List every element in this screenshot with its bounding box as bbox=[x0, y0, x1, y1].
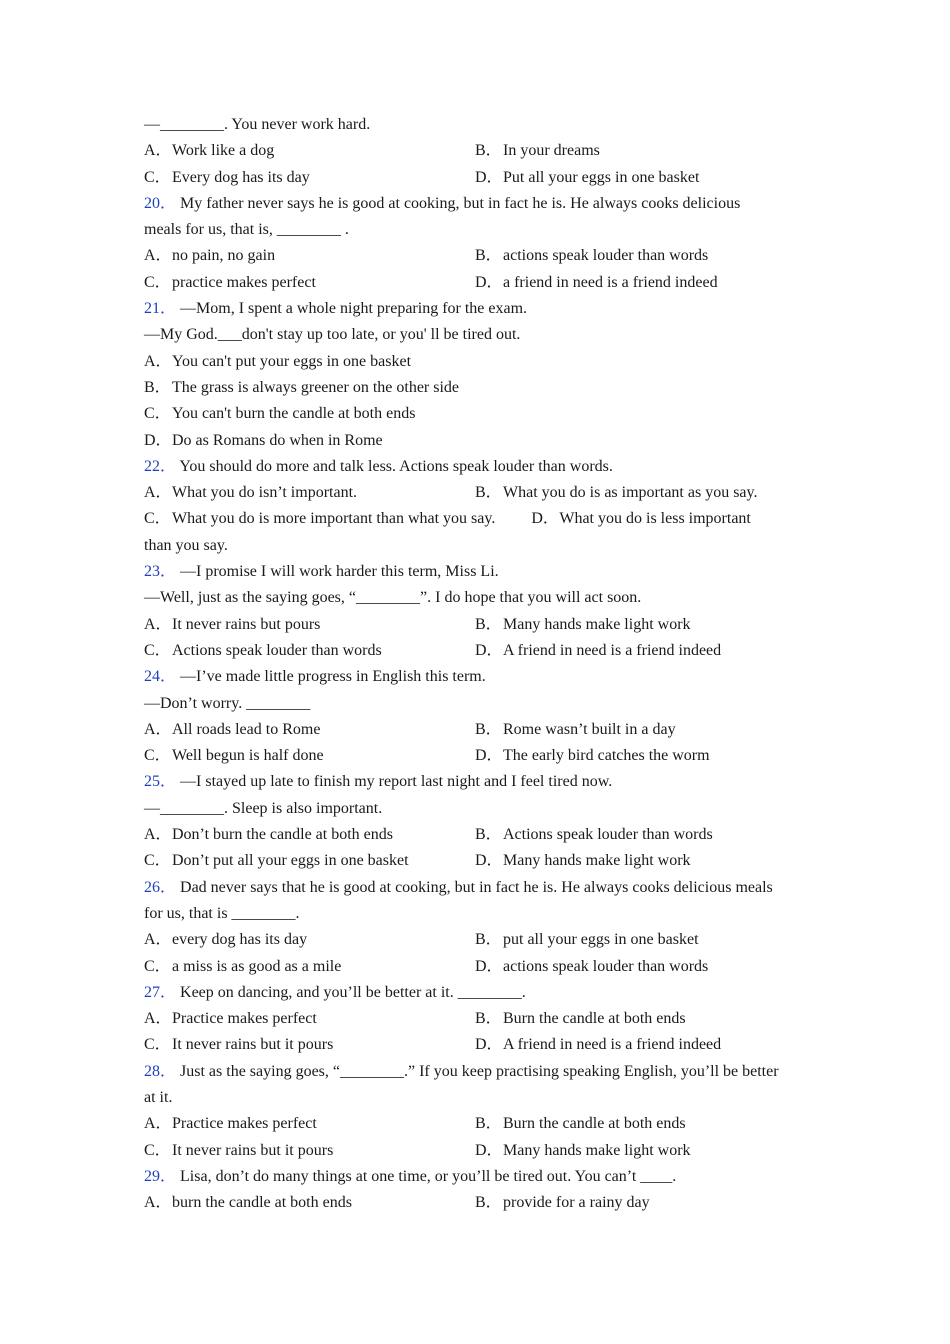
question-stem-line bbox=[144, 980, 814, 1006]
answer-option[interactable] bbox=[531, 510, 751, 527]
question-stem-line bbox=[144, 322, 814, 348]
question-number: 26． bbox=[144, 878, 177, 896]
option-row bbox=[144, 1032, 814, 1058]
option-text: The early bird catches the worm bbox=[503, 747, 710, 765]
answer-option[interactable] bbox=[475, 642, 721, 659]
question-number: 27． bbox=[144, 983, 177, 1001]
option-letter: C． bbox=[144, 1141, 171, 1159]
option-letter: C． bbox=[144, 168, 171, 186]
option-text: Do as Romans do when in Rome bbox=[172, 431, 383, 449]
answer-option[interactable] bbox=[475, 616, 691, 633]
option-letter: A． bbox=[144, 931, 172, 949]
option-text: What you do is as important as you say. bbox=[503, 484, 758, 502]
option-letter: B． bbox=[144, 378, 171, 396]
option-text: You can't put your eggs in one basket bbox=[172, 352, 412, 370]
option-text: actions speak louder than words bbox=[503, 247, 709, 265]
option-text: actions speak louder than words bbox=[503, 957, 709, 975]
option-text: Burn the candle at both ends bbox=[503, 1010, 686, 1028]
option-text: Actions speak louder than words bbox=[503, 826, 713, 844]
question-stem-text: Lisa, don’t do many things at one time, or you’ll be tired out. You can’t ____. bbox=[180, 1167, 677, 1185]
question-stem-line bbox=[144, 875, 814, 901]
question-stem-line bbox=[144, 217, 814, 243]
option-text: What you do isn’t important. bbox=[172, 484, 358, 502]
option-letter: A． bbox=[144, 1194, 172, 1212]
question-stem-text: for us, that is ________. bbox=[144, 904, 300, 922]
question-stem-line bbox=[144, 1059, 814, 1085]
question-stem-line bbox=[144, 769, 814, 795]
answer-option[interactable] bbox=[475, 931, 699, 948]
option-letter: D． bbox=[475, 1141, 503, 1159]
option-row bbox=[144, 1190, 814, 1216]
question-stem-line bbox=[144, 112, 814, 138]
option-letter: C． bbox=[144, 641, 171, 659]
option-letter: D． bbox=[475, 957, 503, 975]
option-row bbox=[144, 612, 814, 638]
option-letter: B． bbox=[475, 1010, 502, 1028]
answer-option[interactable] bbox=[144, 510, 495, 527]
option-text: It never rains but it pours bbox=[172, 1036, 334, 1054]
question-block bbox=[144, 1164, 814, 1217]
answer-option[interactable] bbox=[475, 142, 600, 159]
option-text: every dog has its day bbox=[172, 931, 308, 949]
question-stem-text: —________. You never work hard. bbox=[144, 116, 371, 133]
option-letter: B． bbox=[475, 142, 502, 160]
question-stem-line bbox=[144, 664, 814, 690]
question-stem-line bbox=[144, 1164, 814, 1190]
answer-option[interactable] bbox=[144, 353, 411, 370]
question-number: 21． bbox=[144, 300, 177, 318]
option-text: Burn the candle at both ends bbox=[503, 1115, 686, 1133]
option-row bbox=[144, 480, 814, 506]
question-number: 23． bbox=[144, 563, 177, 581]
option-text: no pain, no gain bbox=[172, 247, 276, 265]
option-letter: C． bbox=[144, 1036, 171, 1054]
question-stem-text: Keep on dancing, and you’ll be better at it. ________. bbox=[180, 983, 526, 1001]
answer-option[interactable] bbox=[144, 1142, 333, 1159]
option-text: Don’t burn the candle at both ends bbox=[172, 826, 393, 844]
answer-option[interactable] bbox=[475, 247, 708, 264]
option-text: Every dog has its day bbox=[172, 168, 310, 186]
option-text: practice makes perfect bbox=[172, 273, 316, 291]
answer-option[interactable] bbox=[144, 931, 307, 948]
answer-option[interactable] bbox=[475, 747, 710, 764]
question-stem-line bbox=[144, 691, 814, 717]
question-block bbox=[144, 559, 814, 664]
option-row bbox=[144, 401, 814, 427]
answer-option[interactable] bbox=[144, 616, 320, 633]
option-text: provide for a rainy day bbox=[503, 1194, 650, 1212]
option-letter: A． bbox=[144, 720, 172, 738]
option-letter: A． bbox=[144, 352, 172, 370]
question-block bbox=[144, 769, 814, 874]
option-row bbox=[144, 270, 814, 296]
answer-option[interactable] bbox=[475, 1010, 686, 1027]
answer-option[interactable] bbox=[144, 379, 459, 396]
option-row bbox=[144, 165, 814, 191]
option-text: Work like a dog bbox=[172, 142, 275, 160]
option-text: burn the candle at both ends bbox=[172, 1194, 352, 1212]
option-letter: A． bbox=[144, 1115, 172, 1133]
answer-option[interactable] bbox=[475, 484, 757, 501]
question-stem-line bbox=[144, 296, 814, 322]
answer-option[interactable] bbox=[144, 484, 357, 501]
question-stem-text: —I promise I will work harder this term, Miss Li. bbox=[180, 563, 499, 581]
option-text: All roads lead to Rome bbox=[172, 720, 321, 738]
answer-option[interactable] bbox=[144, 1010, 317, 1027]
option-text: Many hands make light work bbox=[503, 1141, 691, 1159]
answer-option[interactable] bbox=[475, 1036, 721, 1053]
answer-option[interactable] bbox=[144, 642, 382, 659]
question-stem-line bbox=[144, 1085, 814, 1111]
question-stem-line bbox=[144, 796, 814, 822]
question-block bbox=[144, 980, 814, 1059]
answer-option[interactable] bbox=[475, 1194, 650, 1211]
exam-page bbox=[144, 112, 814, 1216]
answer-option[interactable] bbox=[144, 432, 383, 449]
option-letter: C． bbox=[144, 273, 171, 291]
option-text: Many hands make light work bbox=[503, 615, 691, 633]
option-text: put all your eggs in one basket bbox=[503, 931, 699, 949]
option-text: A friend in need is a friend indeed bbox=[503, 641, 722, 659]
option-letter: D． bbox=[531, 510, 559, 528]
question-stem-text: —Don’t worry. ________ bbox=[144, 694, 311, 712]
option-letter: B． bbox=[475, 1194, 502, 1212]
option-row bbox=[144, 822, 814, 848]
answer-option[interactable] bbox=[475, 1142, 691, 1159]
question-stem-line bbox=[144, 559, 814, 585]
option-letter: B． bbox=[475, 1115, 502, 1133]
option-text: It never rains but pours bbox=[172, 615, 321, 633]
question-stem-text: meals for us, that is, ________ . bbox=[144, 221, 349, 239]
option-text: The grass is always greener on the other side bbox=[172, 378, 460, 396]
option-letter: B． bbox=[475, 247, 502, 265]
option-text: Well begun is half done bbox=[172, 747, 324, 765]
option-letter: C． bbox=[144, 405, 171, 423]
question-number: 22． bbox=[144, 457, 177, 475]
answer-option[interactable] bbox=[475, 852, 691, 869]
answer-option[interactable] bbox=[475, 958, 708, 975]
option-letter: A． bbox=[144, 615, 172, 633]
option-letter: D． bbox=[475, 747, 503, 765]
question-block bbox=[144, 664, 814, 769]
option-letter: C． bbox=[144, 957, 171, 975]
option-letter: D． bbox=[475, 1036, 503, 1054]
answer-option[interactable] bbox=[144, 721, 320, 738]
option-letter: D． bbox=[475, 273, 503, 291]
question-block bbox=[144, 112, 814, 191]
option-letter: C． bbox=[144, 747, 171, 765]
question-block bbox=[144, 296, 814, 454]
question-number: 25． bbox=[144, 773, 177, 791]
answer-option[interactable] bbox=[475, 1115, 686, 1132]
option-text: Rome wasn’t built in a day bbox=[503, 720, 676, 738]
answer-option[interactable] bbox=[144, 1194, 352, 1211]
option-text: Practice makes perfect bbox=[172, 1010, 317, 1028]
option-letter: A． bbox=[144, 247, 172, 265]
question-stem-text: —I’ve made little progress in English this term. bbox=[180, 668, 486, 686]
option-row bbox=[144, 927, 814, 953]
option-row bbox=[144, 1138, 814, 1164]
option-letter: D． bbox=[144, 431, 172, 449]
option-letter: B． bbox=[475, 720, 502, 738]
option-text: What you do is less important bbox=[559, 510, 751, 528]
option-letter: A． bbox=[144, 484, 172, 502]
answer-option[interactable] bbox=[475, 721, 676, 738]
answer-option[interactable] bbox=[475, 274, 718, 291]
option-continuation: than you say. bbox=[144, 536, 228, 554]
option-letter: B． bbox=[475, 615, 502, 633]
answer-option[interactable] bbox=[475, 826, 713, 843]
answer-option[interactable] bbox=[144, 142, 274, 159]
option-row bbox=[144, 848, 814, 874]
option-text: In your dreams bbox=[503, 142, 600, 160]
question-stem-text: —Well, just as the saying goes, “________”. I do hope that you will act soon. bbox=[144, 589, 642, 607]
option-text: a miss is as good as a mile bbox=[172, 957, 342, 975]
option-row bbox=[144, 138, 814, 164]
answer-option[interactable] bbox=[144, 405, 415, 422]
option-row bbox=[144, 375, 814, 401]
question-stem-line bbox=[144, 191, 814, 217]
answer-option[interactable] bbox=[144, 1036, 333, 1053]
option-letter: D． bbox=[475, 168, 503, 186]
option-letter: C． bbox=[144, 510, 171, 528]
question-stem-text: You should do more and talk less. Actions speak louder than words. bbox=[179, 457, 613, 475]
question-stem-text: Just as the saying goes, “________.” If you keep practising speaking English, you’ll be better bbox=[180, 1062, 779, 1080]
answer-option[interactable] bbox=[144, 247, 275, 264]
option-letter: A． bbox=[144, 826, 172, 844]
answer-option[interactable] bbox=[144, 958, 341, 975]
option-letter: B． bbox=[475, 931, 502, 949]
option-row bbox=[144, 243, 814, 269]
question-stem-text: Dad never says that he is good at cooking, but in fact he is. He always cooks delicious meals bbox=[180, 878, 773, 896]
answer-option[interactable] bbox=[144, 169, 310, 186]
option-letter: D． bbox=[475, 852, 503, 870]
question-stem-text: My father never says he is good at cooking, but in fact he is. He always cooks delicious bbox=[180, 194, 741, 212]
option-row bbox=[144, 349, 814, 375]
question-block bbox=[144, 454, 814, 559]
answer-option[interactable] bbox=[144, 852, 409, 869]
question-stem-text: at it. bbox=[144, 1088, 173, 1106]
question-stem-line bbox=[144, 454, 814, 480]
option-text: Don’t put all your eggs in one basket bbox=[172, 852, 409, 870]
option-text: A friend in need is a friend indeed bbox=[503, 1036, 722, 1054]
option-row bbox=[144, 1006, 814, 1032]
option-row bbox=[144, 638, 814, 664]
question-number: 29． bbox=[144, 1167, 177, 1185]
question-block bbox=[144, 1059, 814, 1164]
question-number: 28． bbox=[144, 1062, 177, 1080]
question-stem-text: —My God.___don't stay up too late, or you' ll be tired out. bbox=[144, 326, 521, 344]
option-row bbox=[144, 428, 814, 454]
question-block bbox=[144, 875, 814, 980]
option-row bbox=[144, 717, 814, 743]
option-row bbox=[144, 954, 814, 980]
option-text: a friend in need is a friend indeed bbox=[503, 273, 718, 291]
option-text: What you do is more important than what you say. bbox=[172, 510, 496, 528]
option-text: Actions speak louder than words bbox=[172, 641, 382, 659]
question-stem-text: —________. Sleep is also important. bbox=[144, 799, 383, 817]
option-row bbox=[144, 506, 814, 532]
question-stem-line bbox=[144, 585, 814, 611]
answer-option[interactable] bbox=[475, 169, 699, 186]
option-text: Practice makes perfect bbox=[172, 1115, 317, 1133]
question-stem-text: —I stayed up late to finish my report last night and I feel tired now. bbox=[180, 773, 613, 791]
option-text: Many hands make light work bbox=[503, 852, 691, 870]
option-text: It never rains but it pours bbox=[172, 1141, 334, 1159]
option-letter: C． bbox=[144, 852, 171, 870]
answer-option[interactable] bbox=[144, 826, 393, 843]
option-text: You can't burn the candle at both ends bbox=[172, 405, 416, 423]
option-letter: B． bbox=[475, 484, 502, 502]
question-number: 24． bbox=[144, 668, 177, 686]
answer-option[interactable] bbox=[144, 274, 316, 291]
option-row bbox=[144, 1111, 814, 1137]
option-letter: A． bbox=[144, 1010, 172, 1028]
option-letter: B． bbox=[475, 826, 502, 844]
question-stem-text: —Mom, I spent a whole night preparing for the exam. bbox=[180, 300, 528, 318]
option-text: Put all your eggs in one basket bbox=[503, 168, 700, 186]
option-letter: A． bbox=[144, 142, 172, 160]
option-row bbox=[144, 743, 814, 769]
answer-option[interactable] bbox=[144, 1115, 317, 1132]
question-stem-line bbox=[144, 901, 814, 927]
option-letter: D． bbox=[475, 641, 503, 659]
question-number: 20． bbox=[144, 194, 177, 212]
question-block bbox=[144, 191, 814, 296]
answer-option[interactable] bbox=[144, 747, 324, 764]
